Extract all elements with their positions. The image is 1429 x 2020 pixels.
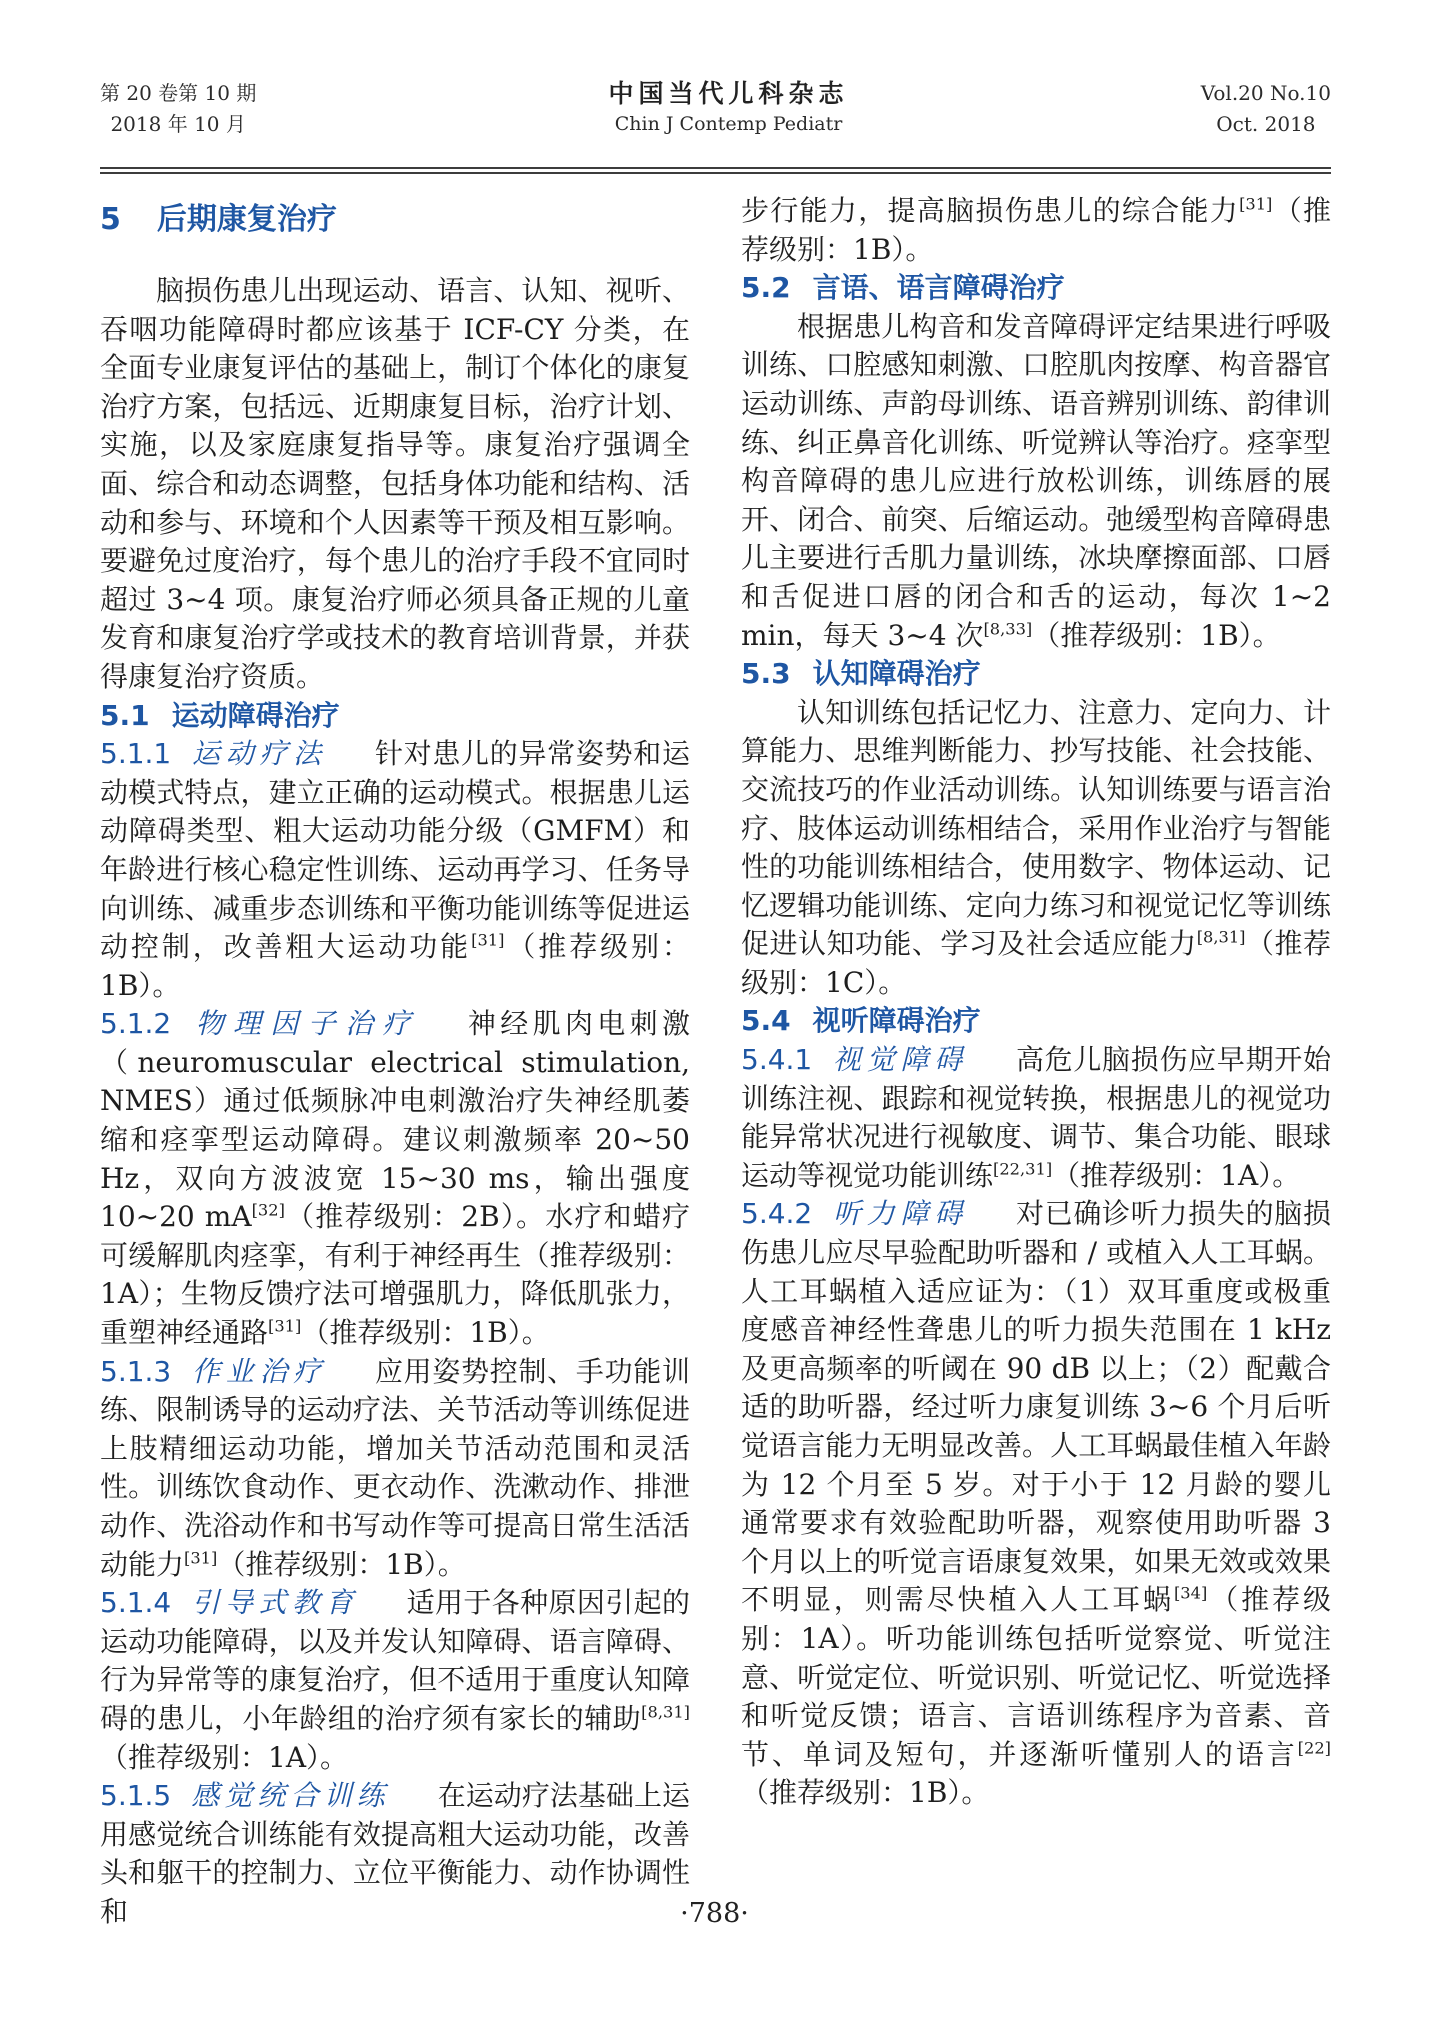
heading-number: 5.4 <box>741 1004 791 1038</box>
heading-number: 5.2 <box>741 271 791 305</box>
heading-number: 5.1.2 <box>100 1007 172 1041</box>
reference-superscript: [8,33] <box>983 619 1033 639</box>
subsubsection-paragraph: 5.1.1 运动疗法 针对患儿的异常姿势和运动模式特点，建立正确的运动模式。根据患儿运动障碍类型、粗大运动功能分级（GMFM）和年龄进行核心稳定性训练、运动再学习、任务导向训练、减重步态训练和平衡功能训练等促进运动控制，改善粗大运动功能[31]（推荐级别：1B）。 <box>100 737 690 1002</box>
header-right <box>1201 78 1331 140</box>
journal-title-en: Chin J Contemp Pediatr <box>614 113 843 135</box>
run-in-heading-title: 作业治疗 <box>191 1354 327 1388</box>
run-in-heading-title: 感觉统合训练 <box>191 1779 390 1813</box>
reference-superscript: [8,31] <box>1196 927 1246 947</box>
header-left <box>100 78 256 140</box>
run-in-heading-title: 听力障碍 <box>832 1197 968 1231</box>
reference-superscript: [31] <box>471 930 505 950</box>
heading-number: 5.1.1 <box>100 737 172 771</box>
reference-superscript: [32] <box>251 1200 285 1220</box>
run-in-heading-title: 视觉障碍 <box>832 1043 968 1077</box>
reference-superscript: [8,31] <box>641 1702 690 1722</box>
reference-superscript: [22,31] <box>993 1159 1053 1179</box>
subsection-heading <box>741 655 1331 694</box>
journal-header <box>100 78 1331 140</box>
page-number: ·788· <box>680 1898 749 1929</box>
run-in-heading-title: 物理因子治疗 <box>191 1007 420 1041</box>
heading-title: 视听障碍治疗 <box>812 1004 981 1038</box>
header-double-rule <box>100 167 1331 174</box>
paragraph: 脑损伤患儿出现运动、语言、认知、视听、吞咽功能障碍时都应该基于 ICF-CY 分类，在全面专业康复评估的基础上，制订个体化的康复治疗方案，包括远、近期康复目标，治疗计划、实施，以及家庭康复指导等。康复治疗强调全面、综合和动态调整，包括身体功能和结构、活动和参与、环境和个人因素等干预及相互影响。要避免过度治疗，每个患儿的治疗手段不宜同时超过 3~4 项。康复治疗师必须具备正规的儿童发育和康复治疗学或技术的教育培训背景，并获得康复治疗资质。 <box>100 274 690 693</box>
subsubsection-paragraph: 5.4.1 视觉障碍 高危儿脑损伤应早期开始训练注视、跟踪和视觉转换，根据患儿的视觉功能异常状况进行视敏度、调节、集合功能、眼球运动等视觉功能训练[22,31]（推荐级别：1A）。 <box>741 1043 1331 1192</box>
heading-title: 言语、语言障碍治疗 <box>812 271 1065 305</box>
paragraph: 根据患儿构音和发音障碍评定结果进行呼吸训练、口腔感知刺激、口腔肌肉按摩、构音器官运动训练、声韵母训练、语音辨别训练、韵律训练、纠正鼻音化训练、听觉辨认等治疗。痉挛型构音障碍的患儿应进行放松训练，训练唇的展开、闭合、前突、后缩运动。弛缓型构音障碍患儿主要进行舌肌力量训练，冰块摩擦面部、口唇和舌促进口唇的闭合和舌的运动，每次 1~2 min，每天 3~4 次[8,33]（推荐级别：1B）。 <box>741 309 1331 652</box>
issue-info: 第 20 卷第 10 期 <box>100 81 257 105</box>
reference-superscript: [31] <box>1239 194 1273 214</box>
article-body <box>100 192 1331 1932</box>
subsection-heading <box>100 697 690 736</box>
issue-date: 2018 年 10 月 <box>110 112 246 136</box>
heading-number: 5.1.5 <box>100 1779 172 1813</box>
heading-number: 5.1.4 <box>100 1586 172 1620</box>
page-footer <box>0 1898 1429 1929</box>
right-column <box>741 192 1331 1932</box>
heading-title: 后期康复治疗 <box>156 202 337 237</box>
issue-month: Oct. 2018 <box>1216 112 1316 136</box>
reference-superscript: [31] <box>184 1548 218 1568</box>
heading-title: 认知障碍治疗 <box>812 657 981 691</box>
heading-number: 5.4.1 <box>741 1043 813 1077</box>
reference-superscript: [31] <box>268 1316 302 1336</box>
subsubsection-paragraph: 5.4.2 听力障碍 对已确诊听力损失的脑损伤患儿应尽早验配助听器和 / 或植入人工耳蜗。人工耳蜗植入适应证为：（1）双耳重度或极重度感音神经性聋患儿的听力损失范围在 1 kHz 及更高频率的听阈在 90 dB 以上；（2）配戴合适的助听器，经过听力康复训练 3~6 个月后听觉语言能力无明显改善。人工耳蜗最佳植入年龄为 12 个月至 5 岁。对于小于 12 月龄的婴儿通常要求有效验配助听器，观察使用助听器 3 个月以上的听觉言语康复效果，如果无效或效果不明显，则需尽快植入人工耳蜗[34]（推荐级别：1A）。听功能训练包括听觉察觉、听觉注意、听觉定位、听觉识别、听觉记忆、听觉选择和听觉反馈；语言、言语训练程序为音素、音节、单词及短句，并逐渐听懂别人的语言[22]（推荐级别：1B）。 <box>741 1197 1331 1810</box>
volume-info: Vol.20 No.10 <box>1200 81 1331 105</box>
header-center <box>609 78 849 138</box>
heading-title: 运动障碍治疗 <box>171 698 340 732</box>
heading-number: 5.3 <box>741 657 791 691</box>
subsubsection-paragraph: 5.1.3 作业治疗 应用姿势控制、手功能训练、限制诱导的运动疗法、关节活动等训练促进上肢精细运动功能，增加关节活动范围和灵活性。训练饮食动作、更衣动作、洗漱动作、排泄动作、洗浴动作和书写动作等可提高日常生活活动能力[31]（推荐级别：1B）。 <box>100 1354 690 1581</box>
journal-title-cn: 中国当代儿科杂志 <box>608 79 849 108</box>
section-heading <box>100 200 690 240</box>
paragraph: 步行能力，提高脑损伤患儿的综合能力[31]（推荐级别：1B）。 <box>741 194 1331 266</box>
heading-number: 5.4.2 <box>741 1197 813 1231</box>
reference-superscript: [22] <box>1297 1738 1331 1758</box>
heading-number: 5.1.3 <box>100 1354 172 1388</box>
heading-number: 5 <box>100 202 121 237</box>
heading-number: 5.1 <box>100 698 150 732</box>
subsubsection-paragraph: 5.1.2 物理因子治疗 神经肌肉电刺激（neuromuscular electrical stimulation, NMES）通过低频脉冲电刺激治疗失神经肌萎缩和痉挛型运动障碍。建议刺激频率 20~50 Hz，双向方波波宽 15~30 ms，输出强度 10~20 mA[32]（推荐级别：2B）。水疗和蜡疗可缓解肌肉痉挛，有利于神经再生（推荐级别：1A）；生物反馈疗法可增强肌力，降低肌张力，重塑神经通路[31]（推荐级别：1B）。 <box>100 1007 690 1350</box>
subsection-heading <box>741 1002 1331 1041</box>
subsection-heading <box>741 269 1331 308</box>
subsubsection-paragraph: 5.1.5 感觉统合训练 在运动疗法基础上运用感觉统合训练能有效提高粗大运动功能，改善头和躯干的控制力、立位平衡能力、动作协调性和 <box>100 1779 690 1928</box>
run-in-heading-title: 运动疗法 <box>191 737 327 771</box>
run-in-heading-title: 引导式教育 <box>191 1586 359 1620</box>
subsubsection-paragraph: 5.1.4 引导式教育 适用于各种原因引起的运动功能障碍，以及并发认知障碍、语言障碍、行为异常等的康复治疗，但不适用于重度认知障碍的患儿，小年龄组的治疗须有家长的辅助[8,31]（推荐级别：1A）。 <box>100 1586 690 1774</box>
left-column <box>100 192 690 1932</box>
paragraph: 认知训练包括记忆力、注意力、定向力、计算能力、思维判断能力、抄写技能、社会技能、交流技巧的作业活动训练。认知训练要与语言治疗、肢体运动训练相结合，采用作业治疗与智能性的功能训练相结合，使用数字、物体运动、记忆逻辑功能训练、定向力练习和视觉记忆等训练促进认知功能、学习及社会适应能力[8,31]（推荐级别：1C）。 <box>741 695 1331 999</box>
reference-superscript: [34] <box>1173 1584 1208 1604</box>
